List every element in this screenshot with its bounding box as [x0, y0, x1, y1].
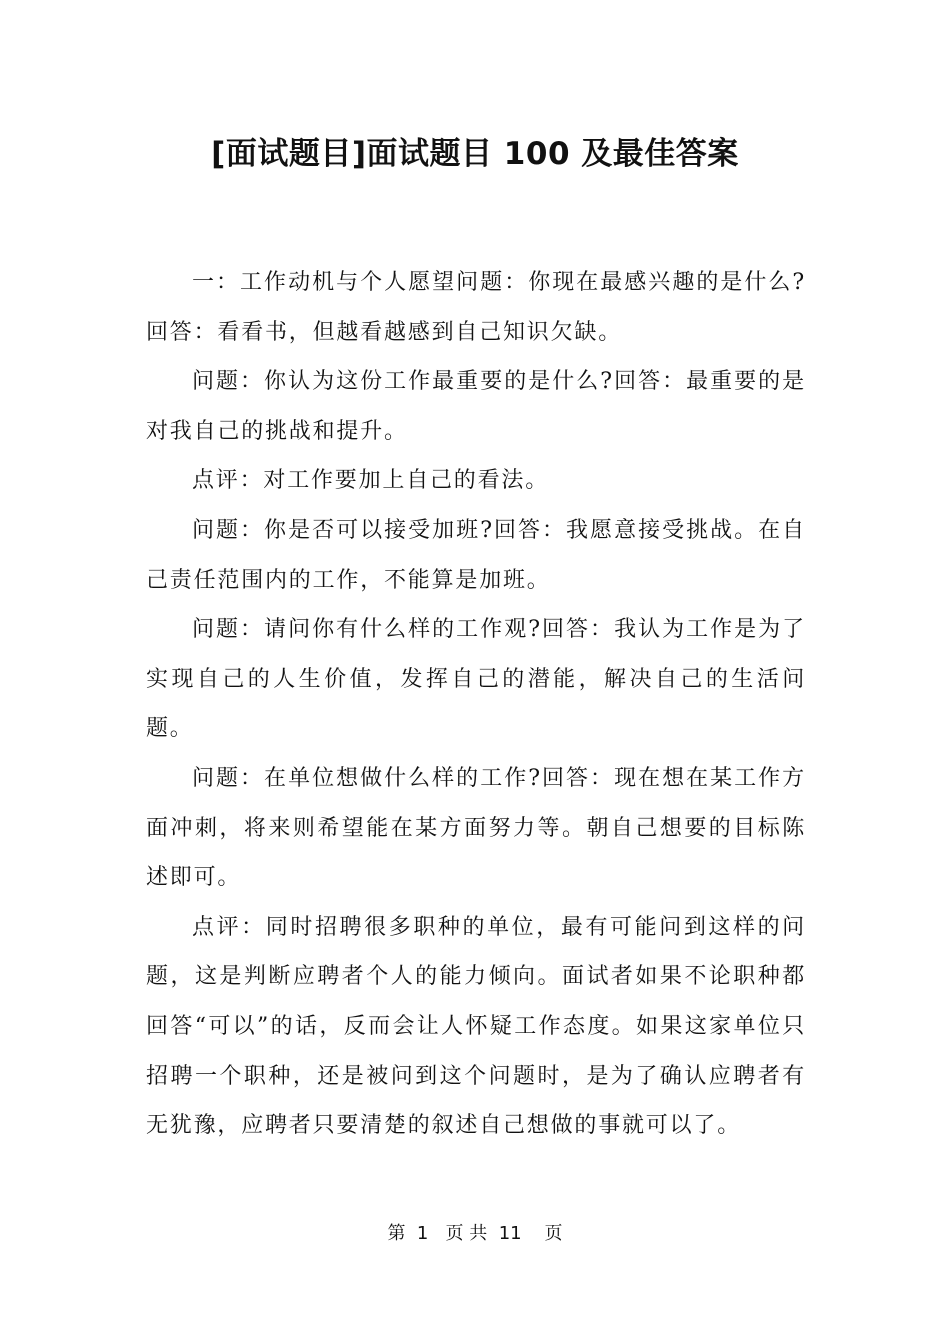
paragraph: 问题：请问你有什么样的工作观?回答：我认为工作是为了实现自己的人生价值，发挥自己的潜能，解决自己的生活问题。 — [146, 617, 806, 742]
page-footer — [0, 1222, 950, 1246]
document-title: [面试题目]面试题目 100 及最佳答案 — [211, 136, 739, 172]
page-prefix: 第 — [387, 1223, 417, 1244]
paragraph: 一：工作动机与个人愿望问题：你现在最感兴趣的是什么?回答：看看书，但越看越感到自己知识欠缺。 — [146, 270, 806, 345]
paragraph: 问题：你认为这份工作最重要的是什么?回答：最重要的是对我自己的挑战和提升。 — [146, 369, 806, 444]
page-middle: 页 共 — [428, 1223, 499, 1244]
document-body — [146, 258, 806, 1151]
paragraph: 点评：对工作要加上自己的看法。 — [192, 468, 550, 494]
paragraph: 问题：在单位想做什么样的工作?回答：现在想在某工作方面冲刺，将来则希望能在某方面努力等。朝自己想要的目标陈述即可。 — [146, 765, 806, 891]
page-number: 1 — [416, 1223, 429, 1244]
paragraph: 问题：你是否可以接受加班?回答：我愿意接受挑战。在自己责任范围内的工作，不能算是加班。 — [146, 517, 806, 593]
page-suffix: 页 — [521, 1223, 563, 1244]
total-pages: 11 — [498, 1223, 522, 1244]
paragraph: 点评：同时招聘很多职种的单位，最有可能问到这样的问题，这是判断应聘者个人的能力倾向。面试者如果不论职种都回答“可以”的话，反而会让人怀疑工作态度。如果这家单位只招聘一个职种，还是被问到这个问题时，是为了确认应聘者有无犹豫，应聘者只要清楚的叙述自己想做的事就可以了。 — [146, 914, 806, 1139]
